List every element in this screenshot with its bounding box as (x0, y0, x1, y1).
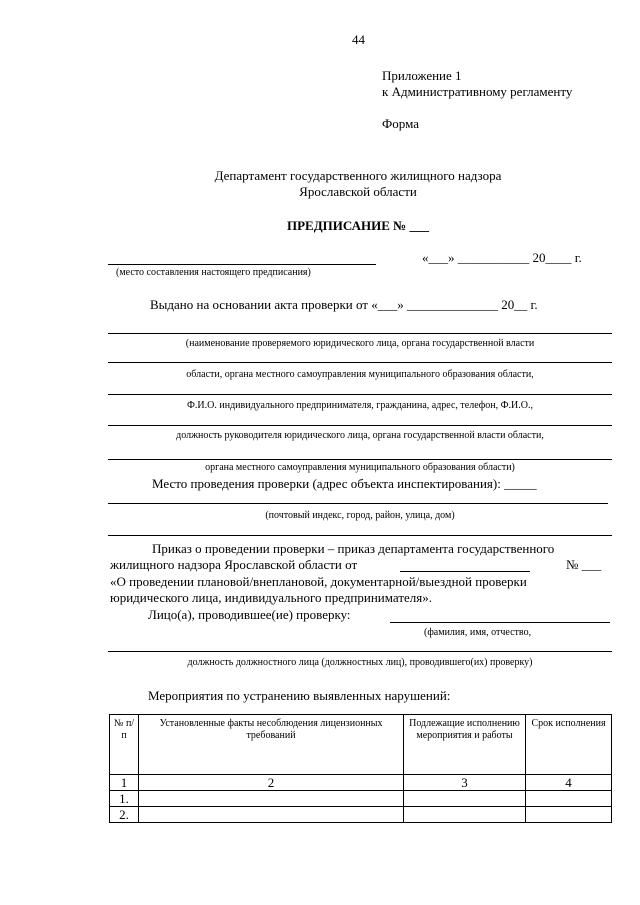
department-line2: Ярославской области (299, 184, 417, 199)
subject-caption-3: Ф.И.О. индивидуального предпринимателя, гражданина, адрес, телефон, Ф.И.О., (187, 400, 533, 411)
address-line-2 (108, 535, 612, 536)
order-line-3: «О проведении плановой/внеплановой, документарной/выездной проверки (110, 574, 527, 589)
inspectors-label: Лицо(а), проводившее(ие) проверку: (148, 607, 351, 622)
header-number: № п/п (110, 715, 139, 775)
table-cell (139, 791, 404, 807)
subject-caption-2: области, органа местного самоуправления муниципального образования области, (186, 369, 534, 380)
table-row (110, 807, 612, 823)
department-line1: Департамент государственного жилищного надзора (214, 168, 502, 183)
address-line (108, 503, 608, 504)
document-title: ПРЕДПИСАНИЕ № ___ (287, 218, 429, 233)
table-cell (526, 807, 612, 823)
inspectors-caption-1: (фамилия, имя, отчество, (424, 627, 532, 638)
header-deadline: Срок исполнения (526, 715, 612, 775)
header-facts: Установленные факты несоблюдения лицензионных требований (139, 715, 404, 775)
order-date-line (400, 571, 530, 572)
order-line-2-left: жилищного надзора Ярославской области от (110, 557, 358, 572)
column-number-1: 1 (110, 775, 139, 791)
subject-line-2 (108, 362, 612, 363)
subject-caption-1: (наименование проверяемого юридического лица, органа государственной власти (185, 338, 535, 349)
issued-basis: Выдано на основании акта проверки от «___» ______________ 20__ г. (150, 297, 538, 312)
inspectors-caption-2: должность должностного лица (должностных лиц), проводившего(их) проверку) (187, 657, 533, 668)
place-underline (108, 264, 376, 265)
subject-line-5 (108, 459, 612, 460)
column-number-3: 3 (404, 775, 526, 791)
address-caption: (почтовый индекс, город, район, улица, дом) (265, 510, 455, 521)
subject-caption-4: должность руководителя юридического лица, органа государственной власти области, (176, 430, 544, 441)
date-line: «___» ___________ 20____ г. (422, 250, 582, 265)
place-caption: (место составления настоящего предписания) (116, 267, 311, 278)
row-number: 1. (110, 791, 139, 807)
subject-line-4 (108, 425, 612, 426)
inspectors-line-2 (108, 651, 612, 652)
appendix-line1: Приложение 1 (382, 68, 462, 83)
column-number-4: 4 (526, 775, 612, 791)
inspectors-line (390, 622, 610, 623)
header-measures: Подлежащие исполнению мероприятия и работы (404, 715, 526, 775)
table-cell (404, 807, 526, 823)
order-line-1: Приказ о проведении проверки – приказ департамента государственного (152, 541, 555, 556)
subject-line-3 (108, 394, 612, 395)
row-number: 2. (110, 807, 139, 823)
subject-caption-5: органа местного самоуправления муниципального образования области) (205, 462, 515, 473)
table-header-row (110, 715, 612, 775)
table-cell (404, 791, 526, 807)
table-row (110, 791, 612, 807)
order-line-4: юридического лица, индивидуального предпринимателя». (110, 590, 433, 605)
table-cell (526, 791, 612, 807)
table-column-numbers-row (110, 775, 612, 791)
appendix-line2: к Административному регламенту (382, 84, 573, 99)
table-cell (139, 807, 404, 823)
subject-line-1 (108, 333, 612, 334)
measures-title: Мероприятия по устранению выявленных нарушений: (148, 688, 451, 703)
measures-table (109, 714, 612, 823)
inspection-place: Место проведения проверки (адрес объекта инспектирования): _____ (152, 476, 537, 491)
page-number: 44 (352, 32, 365, 47)
column-number-2: 2 (139, 775, 404, 791)
order-line-2-right: № ___ (566, 557, 602, 572)
form-label: Форма (382, 116, 419, 131)
